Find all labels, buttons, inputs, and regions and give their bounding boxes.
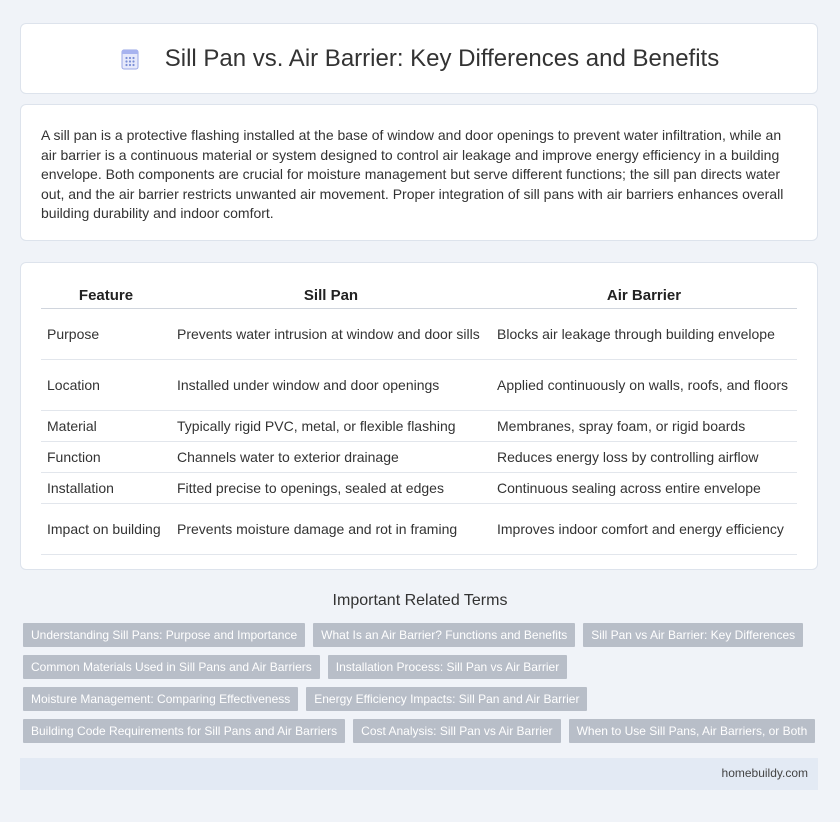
feature-cell: Purpose bbox=[41, 309, 171, 360]
related-term-link[interactable]: Installation Process: Sill Pan vs Air Barrier bbox=[328, 655, 567, 679]
column-header-sill-pan: Sill Pan bbox=[171, 283, 491, 309]
footer-site-link[interactable]: homebuildy.com bbox=[721, 766, 808, 780]
air-barrier-cell: Membranes, spray foam, or rigid boards bbox=[491, 411, 797, 442]
air-barrier-cell: Applied continuously on walls, roofs, and floors bbox=[491, 360, 797, 411]
sill-pan-cell: Prevents moisture damage and rot in framing bbox=[171, 504, 491, 555]
sill-pan-cell: Typically rigid PVC, metal, or flexible flashing bbox=[171, 411, 491, 442]
feature-cell: Installation bbox=[41, 473, 171, 504]
sill-pan-cell: Fitted precise to openings, sealed at edges bbox=[171, 473, 491, 504]
table-row bbox=[41, 473, 797, 504]
page-title: Sill Pan vs. Air Barrier: Key Differences and Benefits bbox=[164, 44, 720, 72]
intro-card bbox=[20, 104, 818, 241]
intro-paragraph: A sill pan is a protective flashing installed at the base of window and door openings to prevent water infiltration, while an air barrier is a continuous material or system designed to control air leakage and improve energy efficiency in a building envelope. Both components are crucial for moisture management but serve different functions; the sill pan directs water out, and the air barrier restricts unwanted air movement. Proper integration of sill pans with air barriers enhances overall building durability and indoor comfort. bbox=[41, 127, 784, 221]
air-barrier-cell: Reduces energy loss by controlling airflow bbox=[491, 442, 797, 473]
related-terms-list bbox=[23, 623, 823, 751]
air-barrier-cell: Continuous sealing across entire envelope bbox=[491, 473, 797, 504]
related-term-link[interactable]: Understanding Sill Pans: Purpose and Importance bbox=[23, 623, 305, 647]
air-barrier-cell: Improves indoor comfort and energy efficiency bbox=[491, 504, 797, 555]
related-term-link[interactable]: Common Materials Used in Sill Pans and Air Barriers bbox=[23, 655, 320, 679]
feature-cell: Location bbox=[41, 360, 171, 411]
related-terms-heading: Important Related Terms bbox=[332, 592, 508, 609]
header-card bbox=[20, 23, 818, 94]
table-row bbox=[41, 360, 797, 411]
table-row bbox=[41, 411, 797, 442]
related-term-link[interactable]: Cost Analysis: Sill Pan vs Air Barrier bbox=[353, 719, 560, 743]
sill-pan-cell: Channels water to exterior drainage bbox=[171, 442, 491, 473]
column-header-feature: Feature bbox=[41, 283, 171, 309]
document-grid-icon bbox=[119, 48, 141, 70]
related-term-link[interactable]: Moisture Management: Comparing Effectiveness bbox=[23, 687, 298, 711]
feature-cell: Material bbox=[41, 411, 171, 442]
related-term-link[interactable]: Building Code Requirements for Sill Pans and Air Barriers bbox=[23, 719, 345, 743]
table-row bbox=[41, 309, 797, 360]
related-term-link[interactable]: Energy Efficiency Impacts: Sill Pan and Air Barrier bbox=[306, 687, 587, 711]
sill-pan-cell: Prevents water intrusion at window and door sills bbox=[171, 309, 491, 360]
comparison-table bbox=[41, 283, 797, 555]
related-term-link[interactable]: When to Use Sill Pans, Air Barriers, or Both bbox=[569, 719, 816, 743]
table-header-row bbox=[41, 283, 797, 309]
table-row bbox=[41, 442, 797, 473]
feature-cell: Function bbox=[41, 442, 171, 473]
footer-bar bbox=[20, 758, 818, 790]
air-barrier-cell: Blocks air leakage through building envelope bbox=[491, 309, 797, 360]
comparison-table-card bbox=[20, 262, 818, 570]
sill-pan-cell: Installed under window and door openings bbox=[171, 360, 491, 411]
related-term-link[interactable]: What Is an Air Barrier? Functions and Benefits bbox=[313, 623, 575, 647]
related-term-link[interactable]: Sill Pan vs Air Barrier: Key Differences bbox=[583, 623, 803, 647]
column-header-air-barrier: Air Barrier bbox=[491, 283, 797, 309]
feature-cell: Impact on building bbox=[41, 504, 171, 555]
table-row bbox=[41, 504, 797, 555]
